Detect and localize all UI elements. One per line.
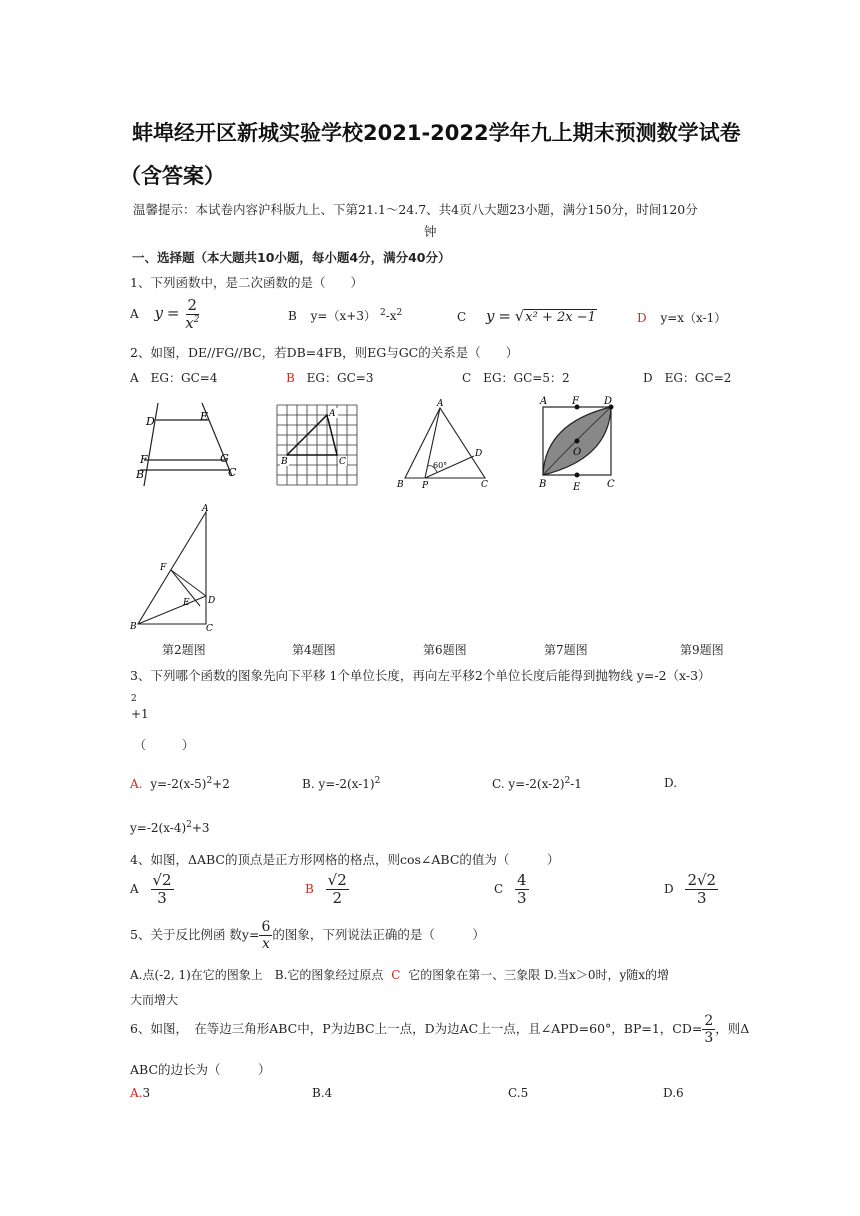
q6-option-a	[130, 1086, 150, 1100]
caption-fig6: 第6题图	[423, 643, 467, 657]
q3-option-d	[130, 820, 210, 835]
q1-option-d	[637, 309, 726, 326]
q1-a-y: y	[154, 304, 163, 322]
q3-d-sup: 2	[186, 820, 192, 830]
fig4-label-b: B	[281, 457, 288, 467]
fig9-label-f: F	[160, 563, 167, 573]
question-2-stem: 2、如图，DE//FG//BC，若DB=4FB，则EG与GC的关系是（ ）	[130, 345, 519, 360]
fig2-label-b: B	[136, 468, 145, 481]
fig2-label-f: F	[140, 453, 148, 466]
q3-d-tail: +3	[191, 821, 210, 835]
fig2-label-g: G	[220, 452, 229, 465]
fig7-label-c: C	[607, 479, 615, 490]
fig2-label-e: E	[200, 410, 209, 423]
question-1-stem: 1、下列函数中，是二次函数的是（ ）	[130, 275, 363, 290]
q6-a-text: 3	[142, 1086, 151, 1100]
question-5-stem	[130, 920, 485, 951]
fig6-label-c: C	[481, 480, 488, 490]
q3-option-c	[492, 776, 582, 791]
question-6-stem-line2: ABC的边长为（ ）	[130, 1062, 271, 1077]
q1-a-eq: =	[166, 304, 180, 322]
q4-option-b	[305, 873, 349, 906]
q5-frac-den: x	[261, 936, 270, 952]
q3-b-sup: 2	[374, 776, 381, 786]
fig9-label-b: B	[130, 622, 137, 632]
q4-option-a	[130, 873, 174, 906]
figure-q6	[393, 398, 498, 490]
q3-a-tail: +2	[212, 777, 230, 791]
q6-frac-num: 2	[704, 1013, 714, 1029]
caption-fig2: 第2题图	[162, 643, 206, 657]
q3-stem-sup: 2	[131, 694, 137, 704]
q6-a-label: A.	[130, 1086, 143, 1100]
q4-b-num: √2	[327, 871, 347, 889]
q5-options	[130, 966, 669, 983]
q4-d-num: 2√2	[687, 871, 717, 889]
q4-option-c	[494, 873, 529, 906]
q1-b-text: y=（x+3）	[310, 309, 376, 323]
q1-c-eq: =	[498, 307, 511, 325]
q1-a-num: 2	[187, 296, 198, 314]
q4-c-num: 4	[517, 871, 527, 889]
q1-a-den: x	[185, 314, 194, 332]
q3-c-tail: -1	[570, 777, 582, 791]
fig6-label-b: B	[397, 480, 404, 490]
fig7-label-f: F	[572, 396, 579, 407]
q3-a-sup: 2	[206, 776, 213, 786]
section-heading: 一、选择题（本大题共10小题，每小题4分，满分40分）	[132, 250, 451, 265]
q6-frac-den: 3	[704, 1030, 714, 1046]
fig6-label-p: P	[422, 481, 429, 490]
fig7-label-d: D	[604, 396, 613, 407]
figure-q9	[128, 502, 220, 632]
fig9-label-d: D	[208, 596, 216, 606]
q4-b-label: B	[305, 882, 314, 896]
fig2-label-d: D	[146, 415, 155, 428]
q6-option-b: B.4	[312, 1086, 333, 1100]
q3-d-text: y=-2(x-4)	[130, 821, 187, 835]
q2-option-c: C EG：GC=5：2	[462, 371, 570, 385]
q2-b-text: EG：GC=3	[306, 371, 374, 385]
fig6-label-a: A	[437, 399, 444, 409]
figure-q2	[130, 398, 245, 490]
q1-a-fraction	[183, 298, 201, 331]
fig9-label-e: E	[183, 598, 190, 608]
q3-option-b	[302, 776, 380, 791]
q5-options-cd: 它的图象在第一、三象限 D.当x＞0时，y随x的增	[408, 968, 670, 982]
q3-b-text: B. y=-2(x-1)	[302, 777, 375, 791]
question-3-stem: 3、下列哪个函数的图象先向下平移 1个单位长度，再向左平移2个单位长度后能得到抛物线 y=-2（x-3）	[130, 668, 711, 683]
q4-d-label: D	[664, 882, 674, 896]
q5-stem-a: 5、关于反比例函 数y=	[130, 927, 260, 942]
fig6-label-d: D	[475, 449, 483, 459]
fig4-label-c: C	[339, 457, 346, 467]
q1-a-den-sup: 2	[193, 315, 200, 325]
q1-c-label: C	[457, 310, 467, 324]
q1-b-sup2: 2	[396, 308, 403, 318]
fig2-label-c: C	[228, 466, 237, 479]
exam-title: 蚌埠经开区新城实验学校2021-2022学年九上期末预测数学试卷	[132, 121, 741, 145]
tip-text: 温馨提示：本试卷内容沪科版九上、下第21.1～24.7、共4页八大题23小题，满分150分，时间120分	[133, 202, 698, 217]
q1-a-label: A	[130, 307, 139, 321]
tip-text-continued: 钟	[424, 224, 437, 239]
q3-a-label: A.	[130, 777, 143, 791]
q1-b-label: B	[288, 309, 297, 323]
fig7-label-a: A	[540, 396, 548, 407]
figure-q4	[276, 404, 358, 486]
q3-stem-tail: +1	[131, 707, 149, 721]
q1-option-c: C y = √x² + 2x −1	[457, 307, 596, 325]
q1-d-text: y=x（x-1）	[660, 311, 727, 325]
q5-c-label: C	[391, 968, 401, 982]
q5-options-ab: A.点(-2, 1)在它的图象上 B.它的图象经过原点	[130, 968, 384, 982]
q1-option-a	[130, 298, 201, 331]
caption-fig7: 第7题图	[544, 643, 588, 657]
q1-d-label: D	[637, 311, 647, 325]
q4-option-d	[664, 873, 718, 906]
caption-fig9: 第9题图	[680, 643, 724, 657]
caption-fig4: 第4题图	[292, 643, 336, 657]
fig6-angle: 60°	[433, 461, 448, 470]
q4-a-den: 3	[157, 889, 167, 907]
q1-c-radicand: x² + 2x −1	[525, 310, 596, 325]
fig7-label-o: O	[573, 447, 582, 458]
q1-b-sup: 2	[379, 308, 386, 318]
fig9-label-a: A	[202, 504, 209, 514]
q4-a-num: √2	[152, 871, 172, 889]
q2-option-a: A EG：GC=4	[130, 371, 218, 385]
figure-q7	[535, 393, 625, 493]
q6-stem-a: 6、如图， 在等边三角形ABC中，P为边BC上一点，D为边AC上一点，且∠APD=60°，BP=1，CD=	[130, 1021, 703, 1036]
q3-paren: （ ）	[134, 738, 195, 752]
q4-d-den: 3	[697, 889, 707, 907]
q2-option-d: D EG：GC=2	[643, 371, 732, 385]
q1-option-b	[288, 307, 402, 324]
q2-b-label: B	[286, 371, 295, 385]
q6-option-c: C.5	[508, 1086, 529, 1100]
fig7-label-b: B	[539, 479, 547, 490]
q4-c-den: 3	[517, 889, 527, 907]
q1-b-text2: -x	[385, 309, 397, 323]
exam-subtitle: （含答案）	[120, 164, 225, 188]
q3-c-sup: 2	[564, 776, 571, 786]
q3-option-a	[130, 776, 230, 791]
fig7-label-e: E	[573, 482, 581, 493]
q3-a-text: y=-2(x-5)	[150, 777, 207, 791]
q1-c-y: y	[486, 307, 495, 325]
q4-b-den: 2	[332, 889, 342, 907]
question-6-stem	[130, 1014, 749, 1045]
q5-frac-num: 6	[261, 919, 271, 935]
q3-option-d-label: D.	[664, 776, 678, 790]
q2-option-b	[286, 369, 373, 386]
q6-stem-b: ，则Δ	[715, 1021, 750, 1036]
q5-options-tail: 大而增大	[130, 993, 179, 1007]
q4-c-label: C	[494, 882, 504, 896]
q6-option-d: D.6	[663, 1086, 684, 1100]
q4-a-label: A	[130, 882, 139, 896]
question-4-stem: 4、如图，ΔABC的顶点是正方形网格的格点，则cos∠ABC的值为（ ）	[130, 852, 560, 867]
q5-stem-b: 的图象，下列说法正确的是（ ）	[272, 927, 485, 942]
fig9-label-c: C	[206, 624, 213, 632]
fig4-label-a: A	[329, 409, 336, 419]
q3-c-text: C. y=-2(x-2)	[492, 777, 565, 791]
